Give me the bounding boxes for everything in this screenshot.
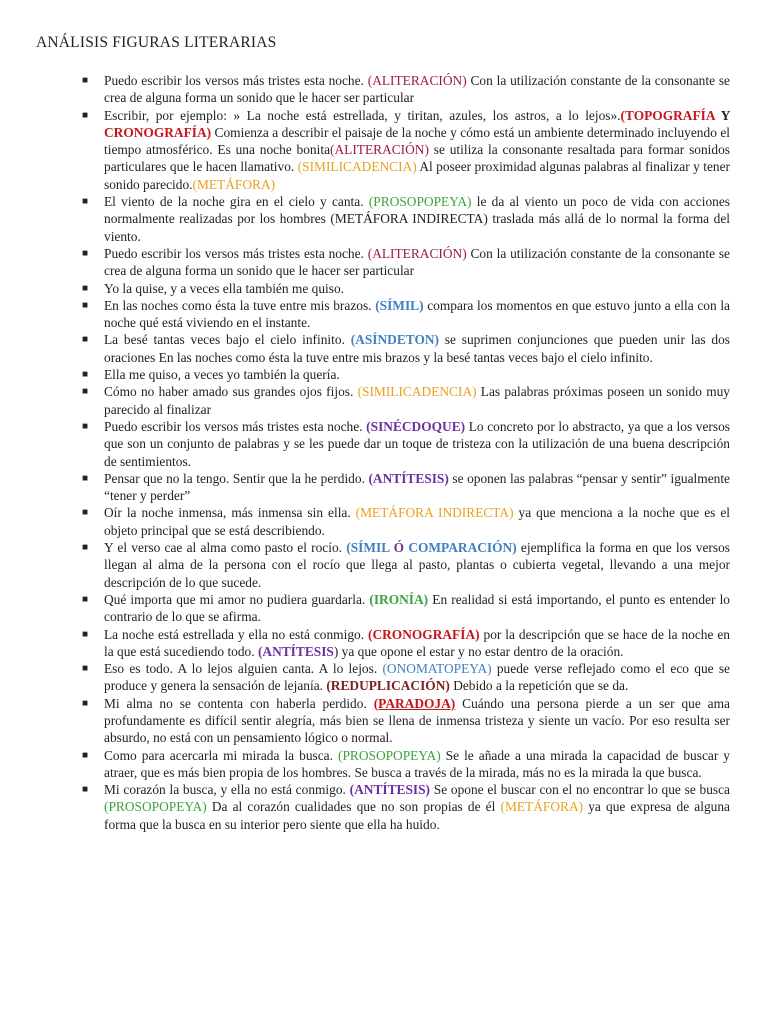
- item-text: Mi corazón la busca, y ella no está conmigo.: [104, 782, 350, 798]
- figure-label: (ASÍNDETON): [350, 332, 439, 348]
- figure-label: (TOPOGRAFÍA: [620, 107, 721, 123]
- item-text: La besé tantas veces bajo el cielo infinito.: [104, 332, 351, 348]
- figure-label: (ANTÍTESIS): [368, 470, 449, 486]
- figure-label: (ONOMATOPEYA): [382, 661, 492, 677]
- item-text: ejemplifica la forma en que los versos llegan al alma de la persona con el rocío que llega al pasto, plantas o cubierta vegetal, llevando a una mejor descripción de lo que sucede.: [104, 540, 730, 590]
- figure-label: CRONOGRAFÍA): [104, 124, 212, 140]
- item-text: Como para acercarla mi mirada la busca.: [104, 747, 338, 763]
- figure-label: (SINÉCDOQUE): [366, 418, 466, 434]
- item-text: Escribir, por ejemplo: » La noche está estrellada, y tiritan, azules, los astros, a lo lejos».: [104, 107, 621, 123]
- list-item: [82, 539, 730, 591]
- list-item: [82, 660, 730, 695]
- item-text: compara los momentos en que estuvo junto a ella con la noche qué está viviendo en el instante.: [104, 297, 730, 331]
- figure-label: (ALITERACIÓN): [330, 142, 429, 158]
- item-text: En realidad si está importando, el punto es entender lo contrario de lo que se afirma.: [104, 591, 731, 625]
- list-item: [82, 470, 730, 505]
- item-text: por la descripción que se hace de la noche en la que está sucediendo todo.: [104, 626, 730, 659]
- item-text: se utiliza la consonante resaltada para formar sonidos particulares que le hacen llamativo.: [104, 142, 730, 175]
- figures-list: [82, 72, 730, 833]
- figure-label: (ALITERACIÓN): [367, 73, 467, 88]
- list-item: [82, 72, 730, 107]
- figure-label: (PROSOPOPEYA): [368, 194, 472, 210]
- figure-label: (ANTÍTESIS: [257, 643, 334, 659]
- item-text: Oír la noche inmensa, más inmensa sin ella.: [104, 505, 356, 521]
- item-text: En las noches como ésta la tuve entre mis brazos.: [104, 297, 376, 313]
- figure-label: (METÁFORA): [192, 176, 276, 192]
- item-text: Cómo no haber amado sus grandes ojos fijos.: [104, 384, 358, 400]
- list-item: [82, 626, 730, 661]
- figure-label: (SÍMIL: [346, 540, 394, 556]
- item-text: Da al corazón cualidades que no son propias de él: [206, 799, 501, 815]
- figure-label: COMPARACIÓN): [404, 540, 517, 556]
- item-text: ya que menciona a la noche que es el objeto principal que se está describiendo.: [104, 505, 730, 538]
- item-text: Lo concreto por lo abstracto, ya que a los versos que son un conjunto de palabras y se les puede dar un toque de tristeza con la utilización de una buena descripción de sentimientos.: [104, 418, 731, 469]
- figure-label: (ANTÍTESIS): [349, 782, 431, 798]
- item-text: ya que expresa de alguna forma que la busca en su interior pero siente que ella ha huido.: [104, 799, 730, 832]
- list-item: [82, 193, 730, 245]
- item-text: La noche está estrellada y ella no está conmigo.: [104, 626, 368, 642]
- figure-label: (REDUPLICACIÓN): [326, 678, 450, 694]
- figure-label: (METÁFORA INDIRECTA): [355, 505, 514, 521]
- item-text: Ella me quiso, a veces yo también la quería.: [104, 367, 340, 383]
- item-text: Se opone el buscar con el no encontrar lo que se busca: [430, 782, 730, 798]
- figure-label: (PARADOJA): [373, 695, 456, 711]
- list-item: [82, 781, 730, 833]
- list-item: [82, 747, 730, 782]
- item-text: ) ya que opone el estar y no estar dentro de la oración.: [333, 643, 624, 659]
- item-text: Las palabras próximas poseen un sonido muy parecido al finalizar: [104, 384, 730, 417]
- item-text: El viento de la noche gira en el cielo y canta.: [104, 194, 369, 210]
- list-item: [82, 695, 730, 747]
- item-text: le da al viento un poco de vida con acciones normalmente realizadas por los hombres (METÁFORA INDIRECTA) traslada más allá de lo normal la forma del viento.: [104, 194, 730, 244]
- figure-label: (SIMILICADENCIA): [357, 384, 477, 400]
- item-text: Con la utilización constante de la consonante se crea de alguna forma un sonido que le hacer ser particular: [104, 245, 730, 279]
- figure-label: (SÍMIL): [375, 297, 424, 313]
- item-text: Pensar que no la tengo. Sentir que la he perdido.: [104, 470, 369, 486]
- list-item: [82, 331, 730, 366]
- list-item: [82, 297, 730, 332]
- item-text: se suprimen conjunciones que pueden unir las dos oraciones En las noches como ésta la tuve entre mis brazos y la besé tantas veces bajo el cielo infinito.: [104, 332, 730, 365]
- list-item: [82, 383, 730, 418]
- figure-label: (PROSOPOPEYA): [337, 747, 441, 763]
- page-title: ANÁLISIS FIGURAS LITERARIAS: [36, 34, 277, 51]
- figure-label: (SIMILICADENCIA): [297, 159, 417, 175]
- item-text: Puedo escribir los versos más tristes esta noche.: [104, 73, 368, 88]
- item-text: Se le añade a una mirada la capacidad de buscar y atraer, que es más bien propia de los hombres. Se busca a través de la mirada, más no es la mirada la que busca.: [104, 747, 730, 780]
- item-text: puede verse reflejado como el eco que se produce y genera la sensación de lejanía.: [104, 661, 730, 694]
- item-text: Con la utilización constante de la consonante se crea de alguna forma un sonido que le hacer ser particular: [104, 73, 730, 106]
- item-text: Y el verso cae al alma como pasto el rocío.: [104, 540, 347, 556]
- figure-label: (IRONÍA): [369, 591, 429, 607]
- item-text: Qué importa que mi amor no pudiera guardarla.: [104, 591, 370, 607]
- item-text: se oponen las palabras “pensar y sentir” igualmente “tener y perder”: [104, 470, 730, 504]
- item-text: Comienza a describir el paisaje de la noche y cómo está un ambiente determinado incluyendo el tiempo atmosférico. Es una noche bonita: [104, 124, 730, 158]
- item-text: Debido a la repetición que se da.: [449, 678, 629, 694]
- item-text: Eso es todo. A lo lejos alguien canta. A lo lejos.: [104, 661, 383, 677]
- list-item: [82, 107, 730, 193]
- figure-label: (CRONOGRAFÍA): [368, 626, 480, 642]
- list-item: [82, 280, 730, 297]
- list-item: [82, 591, 730, 626]
- figure-label: (PROSOPOPEYA): [104, 799, 207, 815]
- item-text: Puedo escribir los versos más tristes esta noche.: [104, 418, 367, 434]
- item-text: Mi alma no se contenta con haberla perdido.: [104, 695, 374, 711]
- figure-label: (METÁFORA): [500, 799, 584, 815]
- list-item: [82, 366, 730, 383]
- item-text: Al poseer proximidad algunas palabras al finalizar y tener sonido parecido.: [104, 159, 730, 192]
- list-item: [82, 418, 730, 470]
- item-text: Puedo escribir los versos más tristes esta noche.: [104, 245, 368, 261]
- list-item: [82, 245, 730, 280]
- item-text: Yo la quise, y a veces ella también me quiso.: [104, 280, 344, 296]
- figure-label: Ó: [393, 540, 405, 556]
- figure-label: (ALITERACIÓN): [367, 245, 467, 261]
- item-text: Cuándo una persona pierde a un ser que ama profundamente es difícil sentir alegría, más bien se llena de inmensa tristeza y siente un vacío. Por eso resulta ser absurdo, no está con un pensamiento lógico o normal.: [104, 695, 730, 746]
- item-text: Y: [720, 107, 730, 123]
- list-item: [82, 504, 730, 539]
